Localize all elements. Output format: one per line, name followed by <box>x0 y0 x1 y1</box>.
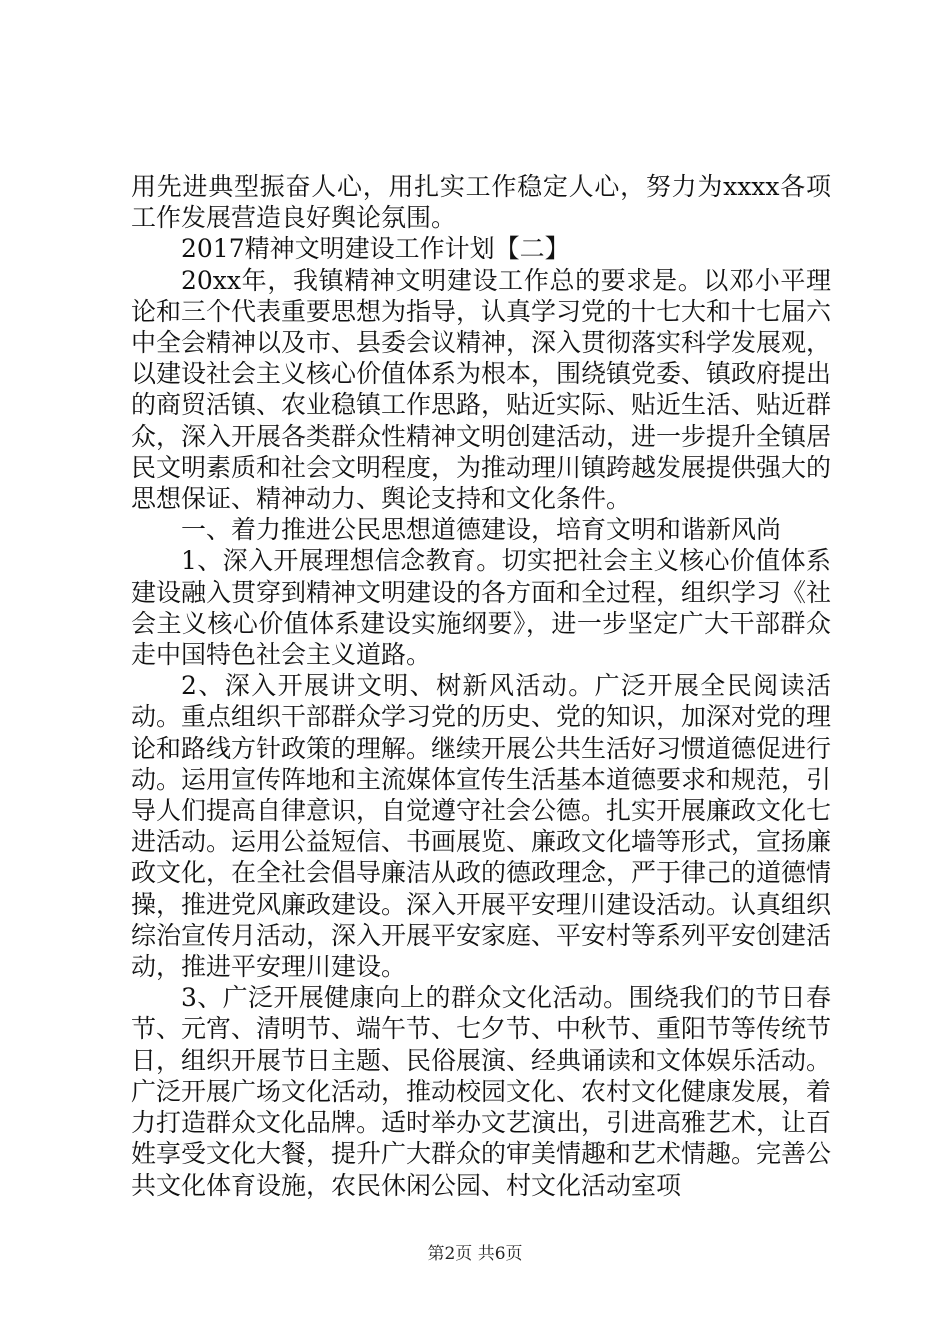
paragraph-item-2: 2、深入开展讲文明、树新风活动。广泛开展全民阅读活动。重点组织干部群众学习党的历史、党的知识，加深对党的理论和路线方针政策的理解。继续开展公共生活好习惯道德促进行动。运用宣传阵地和主流媒体宣传生活基本道德要求和规范，引导人们提高自律意识，自觉遵守社会公德。扎实开展廉政文化七进活动。运用公益短信、书画展览、廉政文化墙等形式，宣扬廉政文化，在全社会倡导廉洁从政的德政理念，严于律己的道德情操，推进党风廉政建设。深入开展平安理川建设活动。认真组织综治宣传月活动，深入开展平安家庭、平安村等系列平安创建活动，推进平安理川建设。 <box>131 671 832 982</box>
paragraph-2: 20xx年，我镇精神文明建设工作总的要求是。以邓小平理论和三个代表重要思想为指导，认真学习党的十七大和十七届六中全会精神以及市、县委会议精神，深入贯彻落实科学发展观，以建设社会主义核心价值体系为根本，围绕镇党委、镇政府提出的商贸活镇、农业稳镇工作思路，贴近实际、贴近生活、贴近群众，深入开展各类群众性精神文明创建活动，进一步提升全镇居民文明素质和社会文明程度，为推动理川镇跨越发展提供强大的思想保证、精神动力、舆论支持和文化条件。 <box>131 265 832 514</box>
section-heading: 2017精神文明建设工作计划【二】 <box>181 234 570 264</box>
document-body <box>131 171 831 1201</box>
section-title-1: 一、着力推进公民思想道德建设，培育文明和谐新风尚 <box>181 515 782 545</box>
page-number-footer: 第2页 共6页 <box>427 1244 523 1264</box>
paragraph-1: 用先进典型振奋人心，用扎实工作稳定人心，努力为xxxx各项工作发展营造良好舆论氛围。 <box>131 172 831 233</box>
paragraph-item-3: 3、广泛开展健康向上的群众文化活动。围绕我们的节日春节、元宵、清明节、端午节、七夕节、中秋节、重阳节等传统节日，组织开展节日主题、民俗展演、经典诵读和文体娱乐活动。广泛开展广场文化活动，推动校园文化、农村文化健康发展，着力打造群众文化品牌。适时举办文艺演出，引进高雅艺术，让百姓享受文化大餐，提升广大群众的审美情趣和艺术情趣。完善公共文化体育设施，农民休闲公园、村文化活动室项 <box>131 983 832 1200</box>
paragraph-item-1: 1、深入开展理想信念教育。切实把社会主义核心价值体系建设融入贯穿到精神文明建设的各方面和全过程，组织学习《社会主义核心价值体系建设实施纲要》，进一步坚定广大干部群众走中国特色社会主义道路。 <box>131 546 832 670</box>
